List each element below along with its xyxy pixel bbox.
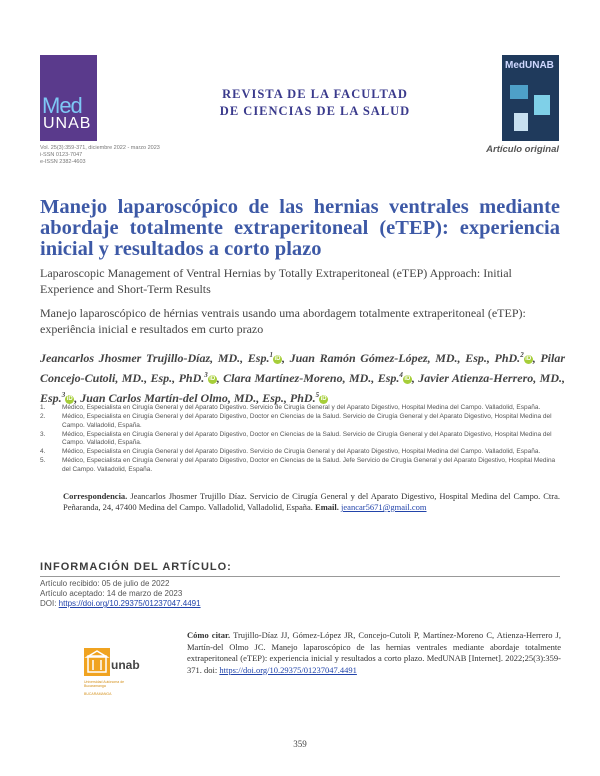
article-type: Artículo original bbox=[486, 144, 559, 155]
affiliation-text: Médico, Especialista en Cirugía General y del Aparato Digestivo, Doctor en Ciencias de la Salud. Jefe Servicio de Cirugía General y del Aparato Digestivo, Hospital Medina del Campo. Valladolid, España. bbox=[62, 457, 556, 473]
how-to-cite bbox=[187, 630, 561, 676]
cite-label: Cómo citar. bbox=[187, 630, 231, 640]
author-separator: , bbox=[74, 391, 81, 405]
journal-title-line2: DE CIENCIAS DE LA SALUD bbox=[219, 104, 411, 118]
logo-text-unab: UNAB bbox=[43, 115, 92, 132]
correspondence-text: Jeancarlos Jhosmer Trujillo Díaz. Servicio de Cirugía General y del Aparato Digestivo, Hospital Medina del Campo. Ctra. Peñaranda, 24, 47400 Medina del Campo. Valladolid, Valladolid, España. bbox=[63, 491, 560, 512]
article-dates bbox=[40, 579, 201, 609]
author-name: Juan Carlos Martín-del Olmo, MD., Esp., PhD. bbox=[80, 391, 316, 405]
affiliation-number: 5. bbox=[40, 457, 46, 464]
author-affiliation-number: 3 bbox=[204, 371, 208, 379]
orcid-icon[interactable]: iD bbox=[209, 375, 216, 382]
affiliation-item bbox=[40, 413, 560, 430]
orcid-icon[interactable]: iD bbox=[66, 395, 73, 402]
date-received: Artículo recibido: 05 de julio de 2022 bbox=[40, 579, 170, 588]
author-name: Javier Atienza-Herrero, MD., Esp. bbox=[40, 371, 565, 405]
author-affiliation-number: 4 bbox=[399, 371, 403, 379]
cover-graphic bbox=[514, 113, 528, 131]
affiliation-text: Médico, Especialista en Cirugía General y del Aparato Digestivo. Servicio de Cirugía General y del Aparato Digestivo, Hospital Medina del Campo. Valladolid, España. bbox=[62, 448, 541, 455]
cite-doi-link[interactable]: https://doi.org/10.29375/01237047.4491 bbox=[219, 664, 357, 675]
email-link[interactable]: jeancar5671@gmail.com bbox=[341, 502, 427, 512]
author-separator: , bbox=[532, 351, 541, 365]
affiliations bbox=[40, 404, 560, 475]
journal-title bbox=[190, 86, 440, 120]
author-name: Jeancarlos Jhosmer Trujillo-Díaz, MD., Esp. bbox=[40, 351, 270, 365]
title-portuguese: Manejo laparoscópico de hérnias ventrais usando uma abordagem totalmente extraperitoneal (eTEP): experiência inicial e resultados em curto prazo bbox=[40, 306, 526, 336]
affiliation-text: Médico, Especialista en Cirugía General y del Aparato Digestivo. Servicio de Cirugía General y del Aparato Digestivo, Hospital Medina del Campo. Valladolid, España. bbox=[62, 404, 541, 411]
author-separator: , bbox=[216, 371, 224, 385]
email-label: Email. bbox=[315, 502, 339, 512]
meta-volume: Vol. 25(3):359-371, diciembre 2022 - marzo 2023 bbox=[40, 145, 160, 151]
correspondence bbox=[63, 491, 560, 513]
unab-logo-subtitle-line1: Universidad Autónoma de Bucaramanga bbox=[84, 680, 125, 688]
author-separator: , bbox=[281, 351, 290, 365]
page-number: 359 bbox=[293, 739, 307, 749]
author-affiliation-number: 5 bbox=[315, 391, 320, 399]
date-accepted: Artículo aceptado: 14 de marzo de 2023 bbox=[40, 589, 183, 598]
author-affiliation-number: 2 bbox=[520, 351, 524, 359]
cover-graphic bbox=[510, 85, 528, 99]
journal-cover-image bbox=[502, 55, 559, 141]
author-separator: , bbox=[411, 371, 419, 385]
title-english: Laparoscopic Management of Ventral Hernias by Totally Extraperitoneal (eTEP) Approach: Initial Experience and Short-Term Results bbox=[40, 266, 512, 296]
unab-logo bbox=[84, 636, 140, 696]
cover-graphic bbox=[534, 95, 550, 115]
medunab-logo bbox=[40, 55, 97, 141]
orcid-icon[interactable]: iD bbox=[274, 355, 281, 362]
orcid-icon[interactable]: iD bbox=[525, 355, 532, 362]
affiliation-item bbox=[40, 448, 560, 457]
author-list bbox=[40, 347, 565, 407]
orcid-icon[interactable]: iD bbox=[404, 375, 411, 382]
author-name: Clara Martínez-Moreno, MD., Esp. bbox=[223, 371, 400, 385]
doi-link[interactable]: https://doi.org/10.29375/01237047.4491 bbox=[58, 599, 201, 608]
cover-title: MedUNAB bbox=[505, 60, 554, 71]
author-affiliation-number: 3 bbox=[61, 391, 66, 399]
cite-text: Trujillo-Díaz JJ, Gómez-López JR, Concejo-Cutoli P, Martínez-Moreno C, Atienza-Herrero J, Martín-del Olmo JC. Manejo laparoscópico de las hernias ventrales mediante abordaje totalmente extraperitoneal (eTEP): experiencia inicial y resultados a corto plazo. MedUNAB [Internet]. 2022;25(3):359-371. doi: bbox=[187, 630, 561, 675]
meta-issn: i-SSN 0123-7047 bbox=[40, 152, 83, 158]
affiliation-item bbox=[40, 404, 560, 413]
unab-logo-icon bbox=[84, 648, 110, 676]
logo-text-med: Med bbox=[42, 93, 82, 118]
affiliation-number: 4. bbox=[40, 448, 46, 455]
orcid-icon[interactable]: iD bbox=[320, 395, 327, 402]
unab-logo-text: unab bbox=[111, 658, 140, 672]
author-affiliation-number: 1 bbox=[269, 351, 273, 359]
divider bbox=[40, 576, 560, 577]
meta-eissn: e-ISSN 2382-4603 bbox=[40, 159, 86, 165]
title-spanish: Manejo laparoscópico de las hernias ventrales mediante abordaje totalmente extraperitoneal (eTEP): experiencia inicial y resultados a corto plazo bbox=[40, 196, 560, 260]
doi-label: DOI: bbox=[40, 599, 59, 608]
affiliation-item bbox=[40, 431, 560, 448]
journal-title-line1: REVISTA DE LA FACULTAD bbox=[222, 87, 408, 101]
unab-logo-subtitle bbox=[84, 680, 136, 696]
correspondence-label: Correspondencia. bbox=[63, 491, 128, 501]
unab-logo-subtitle-line2: BUCARAMANGA bbox=[84, 692, 112, 696]
affiliation-text: Médico, Especialista en Cirugía General y del Aparato Digestivo, Doctor en Ciencias de la Salud. Servicio de Cirugía General y del Aparato Digestivo, Hospital Medina del Campo. Valladolid, España. bbox=[62, 413, 552, 429]
author-name: Juan Ramón Gómez-López, MD., Esp., PhD. bbox=[289, 351, 521, 365]
building-icon bbox=[84, 648, 110, 676]
affiliation-number: 1. bbox=[40, 404, 46, 411]
article-info-title: INFORMACIÓN DEL ARTÍCULO: bbox=[40, 561, 232, 573]
affiliation-number: 2. bbox=[40, 413, 46, 420]
doi-line bbox=[40, 599, 201, 609]
journal-meta bbox=[40, 145, 160, 166]
affiliation-item bbox=[40, 457, 560, 474]
affiliation-text: Médico, Especialista en Cirugía General y del Aparato Digestivo, Doctor en Ciencias de la Salud. Servicio de Cirugía General y del Aparato Digestivo, Hospital Medina del Campo. Valladolid, España. bbox=[62, 430, 552, 446]
author-name: Pilar Concejo-Cutoli, MD., Esp., PhD. bbox=[40, 351, 565, 385]
affiliation-number: 3. bbox=[40, 430, 46, 438]
